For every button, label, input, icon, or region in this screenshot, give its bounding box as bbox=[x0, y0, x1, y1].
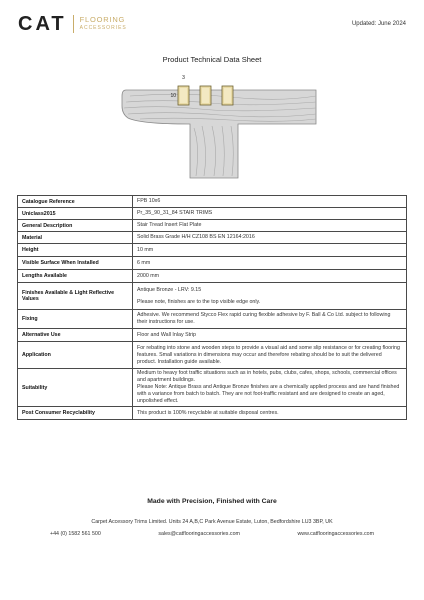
dimension-width-label: 3 bbox=[182, 75, 185, 81]
spec-label: Finishes Available & Light Reflective Values bbox=[18, 283, 133, 310]
brass-insert-3-face bbox=[224, 88, 231, 103]
spec-value bbox=[133, 407, 407, 420]
spec-label: Height bbox=[18, 244, 133, 257]
brass-insert-1-face bbox=[180, 88, 187, 103]
spec-value-paragraph: FPB 10x6 bbox=[137, 198, 161, 204]
spec-value bbox=[133, 310, 407, 329]
logo-subtitle-line1: FLOORING bbox=[79, 15, 126, 24]
dimension-height-label: 10 bbox=[170, 93, 176, 99]
spec-row bbox=[18, 244, 407, 257]
brass-inserts bbox=[178, 86, 233, 105]
updated-date: Updated: June 2024 bbox=[351, 21, 406, 27]
spec-value bbox=[133, 369, 407, 407]
company-logo bbox=[18, 14, 127, 34]
spec-value-paragraph: 10 mm bbox=[137, 246, 154, 253]
footer-email[interactable]: sales@catflooringaccessories.com bbox=[158, 531, 240, 537]
spec-label: Alternative Use bbox=[18, 329, 133, 342]
spec-value-paragraph: Antique Bronze - LRV: 9.15 bbox=[137, 286, 202, 293]
spec-value-paragraph: Pr_35_90_31_84 STAIR TRIMS bbox=[137, 210, 213, 216]
spec-row bbox=[18, 329, 407, 342]
spec-label: Suitability bbox=[18, 369, 133, 407]
footer-tagline: Made with Precision, Finished with Care bbox=[147, 498, 277, 505]
logo-divider bbox=[73, 15, 74, 33]
spec-label: General Description bbox=[18, 220, 133, 232]
document-title: Product Technical Data Sheet bbox=[162, 55, 262, 64]
spec-row bbox=[18, 407, 407, 420]
spec-value bbox=[133, 257, 407, 270]
logo-wordmark: CAT bbox=[18, 13, 67, 35]
spec-label: Material bbox=[18, 232, 133, 244]
spec-label: Post Consumer Recyclability bbox=[18, 407, 133, 420]
spec-label: Visible Surface When Installed bbox=[18, 257, 133, 270]
footer-phone: +44 (0) 1582 561 500 bbox=[50, 531, 101, 537]
spec-value-paragraph: Medium to heavy foot traffic situations such as in hotels, pubs, clubs, cafes, shops, schools, commercial offices and apartment buildings. bbox=[137, 370, 397, 383]
footer-contacts bbox=[50, 531, 374, 537]
logo-subtitle bbox=[80, 16, 127, 32]
spec-value bbox=[133, 232, 407, 244]
spec-value bbox=[133, 283, 407, 310]
spec-label: Lengths Available bbox=[18, 270, 133, 283]
logo-subtitle-line2: ACCESSORIES bbox=[79, 25, 127, 31]
spec-row bbox=[18, 196, 407, 208]
specification-table bbox=[17, 195, 407, 420]
spec-value-paragraph: This product is 100% recyclable at suitable disposal centres. bbox=[137, 409, 279, 416]
spec-value bbox=[133, 220, 407, 232]
spec-value-paragraph: Floor and Wall Inlay Strip bbox=[137, 331, 196, 338]
spec-row bbox=[18, 270, 407, 283]
spec-row bbox=[18, 220, 407, 232]
spec-value-paragraph: Adhesive. We recommend Stycco Flex rapid curing flexible adhesive by F. Ball & Co Ltd. subject to following their instructions for use. bbox=[137, 312, 391, 325]
stair-tread-illustration bbox=[120, 66, 320, 181]
spec-value-paragraph: 2000 mm bbox=[137, 272, 160, 279]
spec-value bbox=[133, 342, 407, 369]
page-header bbox=[0, 0, 424, 50]
spec-value bbox=[133, 244, 407, 257]
spec-value bbox=[133, 270, 407, 283]
spec-row bbox=[18, 208, 407, 220]
spec-value bbox=[133, 208, 407, 220]
brass-insert-2-face bbox=[202, 88, 209, 103]
spec-value-paragraph: 6 mm bbox=[137, 259, 151, 266]
spec-row bbox=[18, 232, 407, 244]
spec-value-paragraph: Please Note: Antique Brass and Antique Bronze finishes are a chemically applied process and are hand finished with a variance from batch to batch. They are not foot-traffic resistant and are designed to create an aged, unpolished effect. bbox=[137, 384, 400, 404]
spec-row bbox=[18, 369, 407, 407]
spec-label: Application bbox=[18, 342, 133, 369]
spec-value-paragraph: Please note, finishes are to the top visible edge only. bbox=[137, 298, 261, 305]
spec-value bbox=[133, 196, 407, 208]
footer-website[interactable]: www.catflooringaccessories.com bbox=[297, 531, 374, 537]
spec-value-paragraph: Stair Tread Insert Flat Plate bbox=[137, 222, 202, 228]
stair-tread-shape bbox=[122, 90, 316, 178]
spec-value-paragraph: For rebating into stone and wooden steps to provide a visual aid and some slip resistance or for creating flooring features. Small variations in dimensions may occur and therefore rebating should be to suit the delivered product. Installation guide available. bbox=[137, 344, 400, 365]
spec-label: Catalogue Reference bbox=[18, 196, 133, 208]
spec-label: Fixing bbox=[18, 310, 133, 329]
spec-row bbox=[18, 310, 407, 329]
specification-table-body bbox=[18, 196, 407, 420]
spec-label: Uniclass2015 bbox=[18, 208, 133, 220]
spec-row bbox=[18, 257, 407, 270]
spec-row bbox=[18, 342, 407, 369]
product-drawing bbox=[120, 66, 320, 181]
spec-row bbox=[18, 283, 407, 310]
spec-value bbox=[133, 329, 407, 342]
spec-value-paragraph: Solid Brass Grade H/H CZ108 BS EN 12164:2016 bbox=[137, 234, 255, 240]
footer-address: Carpet Accessory Trims Limited. Units 24 A,B,C Park Avenue Estate, Luton, Bedfordshire LU3 3BP, UK bbox=[91, 519, 333, 525]
